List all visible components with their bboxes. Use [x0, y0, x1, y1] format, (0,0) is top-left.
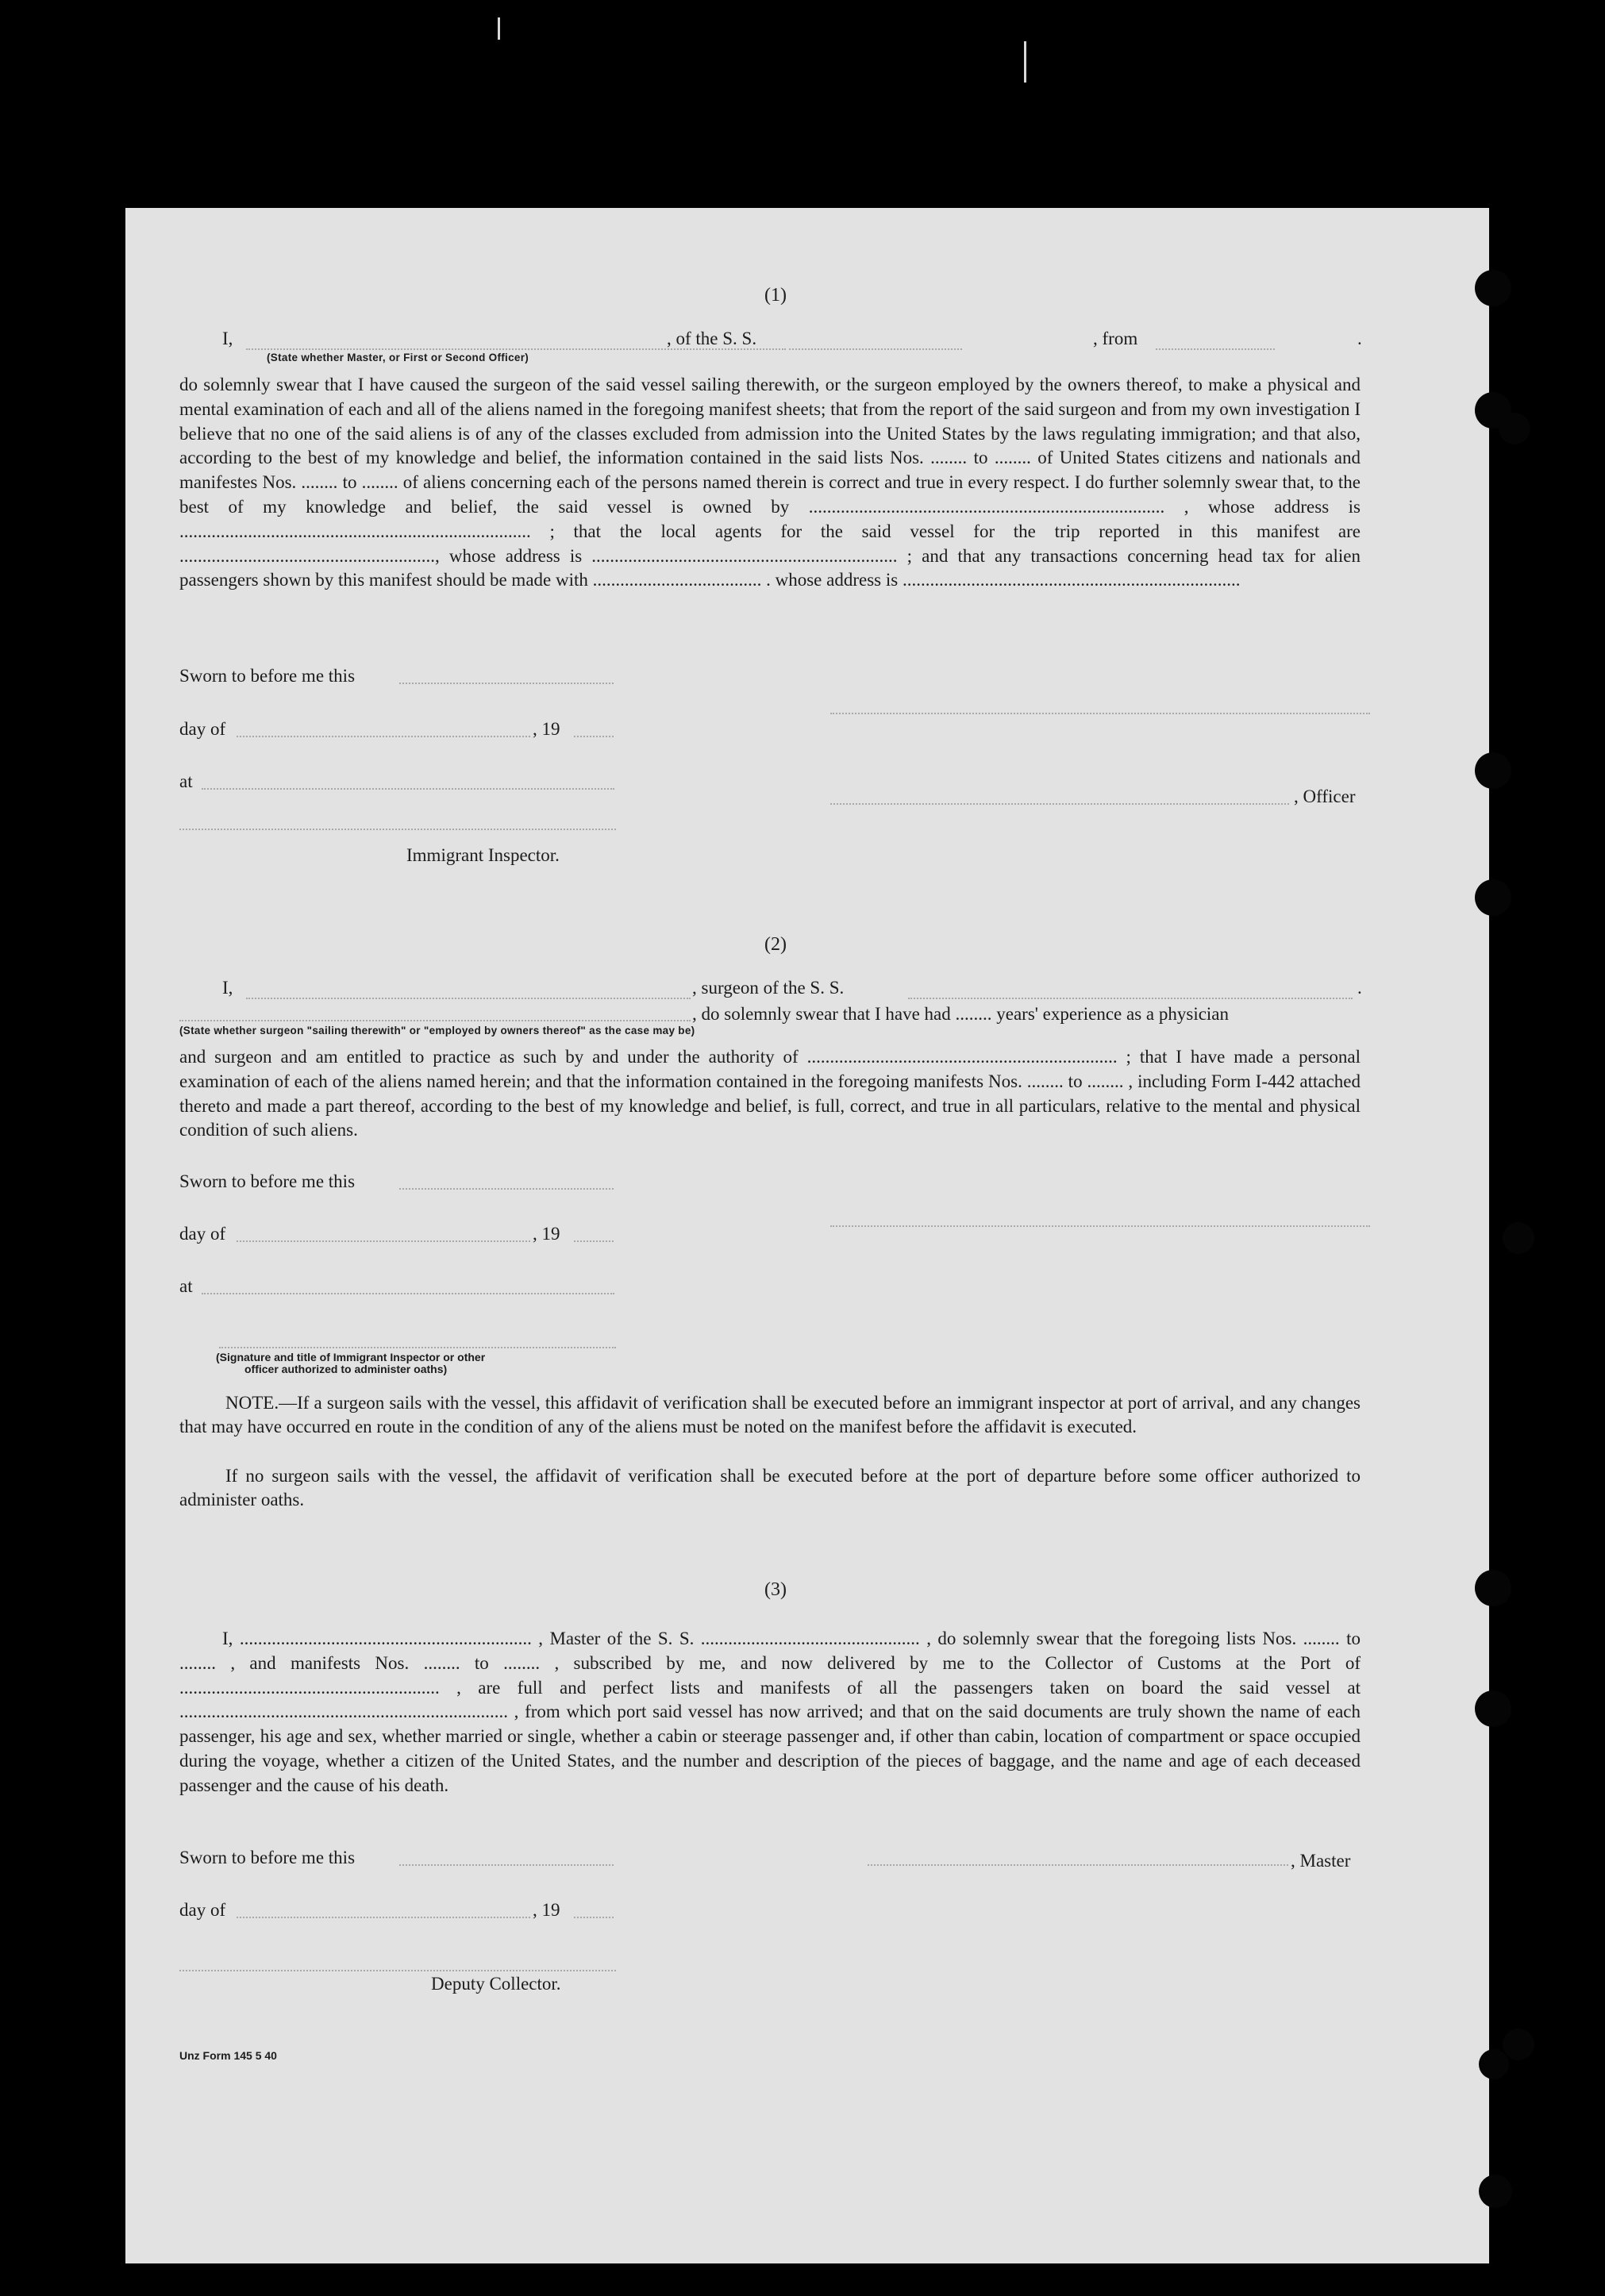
s2-surgeon-type-caption: (State whether surgeon "sailing therewith" or "employed by owners thereof" as the case may be) [179, 1025, 695, 1036]
s1-year-prefix: , 19 [533, 719, 560, 739]
s3-month-field[interactable] [237, 1917, 530, 1918]
s2-surgeon-type-field[interactable] [179, 1020, 691, 1021]
s2-oath-text: and surgeon and am entitled to practice as such by and under the authority of .................................................................... ; that I have made a personal examination of each of the aliens named herein; and that the information contained in the foregoing manifests Nos. ........ to ........ , including Form I-442 attached thereto and made a part thereof, according to the best of my knowledge and belief, is full, correct, and true in all particulars, relative to the mental and physical condition of such aliens. [179, 1047, 1361, 1140]
scan-mark [1024, 41, 1026, 83]
s1-line-end: . [1357, 329, 1362, 348]
punch-hole [1503, 1222, 1534, 1254]
s3-oath-text: I, ................................................................ , Master of the S. S. ................................................ , do solemnly swear that the foregoing lists Nos. ........ to ........ , and manifests Nos. ........ to ........ , subscribed by me, and now delivered by me to the Collector of Customs at the Port of ......................................................... , are full and perfect lists and manifests of all the passengers taken on board the said vessel at ........................................................................ , from which port said vessel has now arrived; and that on the said documents are truly shown the name of each passenger, his age and sex, whether married or single, whether a cabin or steerage passenger and, if other than cabin, location of compartment or space occupied during the voyage, whether a citizen of the United States, and the number and description of the pieces of baggage, and the name and age of each deceased passenger and the cause of his death. [179, 1629, 1361, 1795]
s1-of-ss-label: , of the S. S. [667, 329, 757, 348]
s3-master-label: , Master [1291, 1851, 1351, 1871]
s1-officer-signature-line[interactable] [830, 803, 1289, 805]
s2-note-paragraph-1: NOTE.—If a surgeon sails with the vessel, this affidavit of verification shall be executed before an immigrant inspector at port of arrival, and any changes that may have occurred en route in the condition of any of the aliens must be noted on the manifest before the affidavit is executed. [179, 1393, 1361, 1436]
s1-sworn-date-field[interactable] [399, 683, 614, 684]
punch-hole [1499, 413, 1530, 444]
s2-sworn-date-field[interactable] [399, 1188, 614, 1190]
s2-month-field[interactable] [237, 1240, 530, 1242]
s1-vessel-name-field[interactable] [789, 348, 962, 350]
affidavit-sheet [125, 208, 1489, 2263]
s1-i-label: I, [222, 329, 233, 348]
s1-officer-label: , Officer [1294, 786, 1356, 806]
punch-hole [1475, 752, 1511, 789]
scan-mark [498, 17, 500, 40]
s1-at-label: at [179, 771, 193, 791]
s2-surgeon-name-field[interactable] [246, 998, 691, 999]
punch-hole [1475, 270, 1511, 306]
section-1-number: (1) [764, 285, 787, 306]
s2-signature-caption-1: (Signature and title of Immigrant Inspector or other [216, 1351, 486, 1363]
s1-oath-text: do solemnly swear that I have caused the surgeon of the said vessel sailing therewith, or the surgeon employed by the owners thereof, to make a physical and mental examination of each and all of the aliens named in the foregoing manifest sheets; that from the report of the said surgeon and from my own investigation I believe that no one of the said aliens is of any of the classes excluded from admission into the United States by the laws regulating immigration; and that also, according to the best of my knowledge and belief, the information contained in the said lists Nos. ........ to ........ of United States citizens and nationals and manifestes Nos. ........ to ........ of aliens concerning each of the persons named therein is correct and true in every respect. I do further solemnly swear that, to the best of my knowledge and belief, the said vessel is owned by .............................................................................. , whose address is ............................................................................. ; that the local agents for the said vessel for the trip reported in this manifest are ........................................................, whose address is ................................................................... ; and that any transactions concerning head tax for alien passengers shown by this manifest should be made with ..................................... . whose address is .......................................................................... [179, 375, 1361, 590]
s3-year-prefix: , 19 [533, 1900, 560, 1920]
punch-hole [1475, 879, 1511, 916]
s1-place-field[interactable] [202, 788, 614, 790]
s1-inspector-label: Immigrant Inspector. [406, 845, 560, 865]
punch-hole [1503, 2029, 1534, 2060]
s2-note-paragraph-2: If no surgeon sails with the vessel, the affidavit of verification shall be executed before at the port of departure before some officer authorized to administer oaths. [179, 1466, 1361, 1510]
s3-sworn-date-field[interactable] [399, 1864, 614, 1866]
s2-at-label: at [179, 1276, 193, 1296]
s2-day-of-label: day of [179, 1224, 226, 1244]
s1-inspector-signature-line[interactable] [179, 829, 616, 830]
s2-inspector-signature-line[interactable] [219, 1347, 616, 1348]
s1-year-field[interactable] [574, 736, 614, 737]
s2-sworn-label: Sworn to before me this [179, 1171, 356, 1191]
s3-master-signature-line[interactable] [868, 1864, 1288, 1866]
s2-year-prefix: , 19 [533, 1224, 560, 1244]
section-2-number: (2) [764, 934, 787, 955]
s1-port-from-field[interactable] [1156, 348, 1275, 350]
s2-i-label: I, [222, 978, 233, 998]
punch-hole [1475, 1690, 1511, 1727]
s2-signature-caption-2: officer authorized to administer oaths) [244, 1363, 448, 1375]
s2-line-end: . [1357, 978, 1362, 998]
s2-surgeon-signature-line[interactable] [830, 1225, 1370, 1227]
punch-hole [1479, 2049, 1509, 2079]
s3-sworn-label: Sworn to before me this [179, 1848, 356, 1867]
s1-sworn-label: Sworn to before me this [179, 666, 356, 686]
s1-signature-line[interactable] [830, 713, 1370, 714]
section-3-number: (3) [764, 1579, 787, 1600]
s2-place-field[interactable] [202, 1293, 614, 1294]
punch-hole [1479, 2175, 1512, 2208]
s2-vessel-name-field[interactable] [908, 998, 1353, 999]
s3-collector-signature-line[interactable] [179, 1970, 616, 1971]
form-number: Unz Form 145 5 40 [179, 2049, 277, 2062]
s1-from-label: , from [1093, 329, 1138, 348]
s2-experience-line: , do solemnly swear that I have had ........ years' experience as a physician [692, 1004, 1230, 1024]
s1-rank-caption: (State whether Master, or First or Second Officer) [267, 352, 529, 363]
s3-deputy-collector-label: Deputy Collector. [431, 1974, 561, 1994]
s3-day-of-label: day of [179, 1900, 226, 1920]
s1-day-of-label: day of [179, 719, 226, 739]
s3-year-field[interactable] [574, 1917, 614, 1918]
s2-year-field[interactable] [574, 1240, 614, 1242]
s2-surgeon-of-label: , surgeon of the S. S. [692, 978, 845, 998]
punch-hole [1475, 1570, 1511, 1606]
s1-month-field[interactable] [237, 736, 530, 737]
